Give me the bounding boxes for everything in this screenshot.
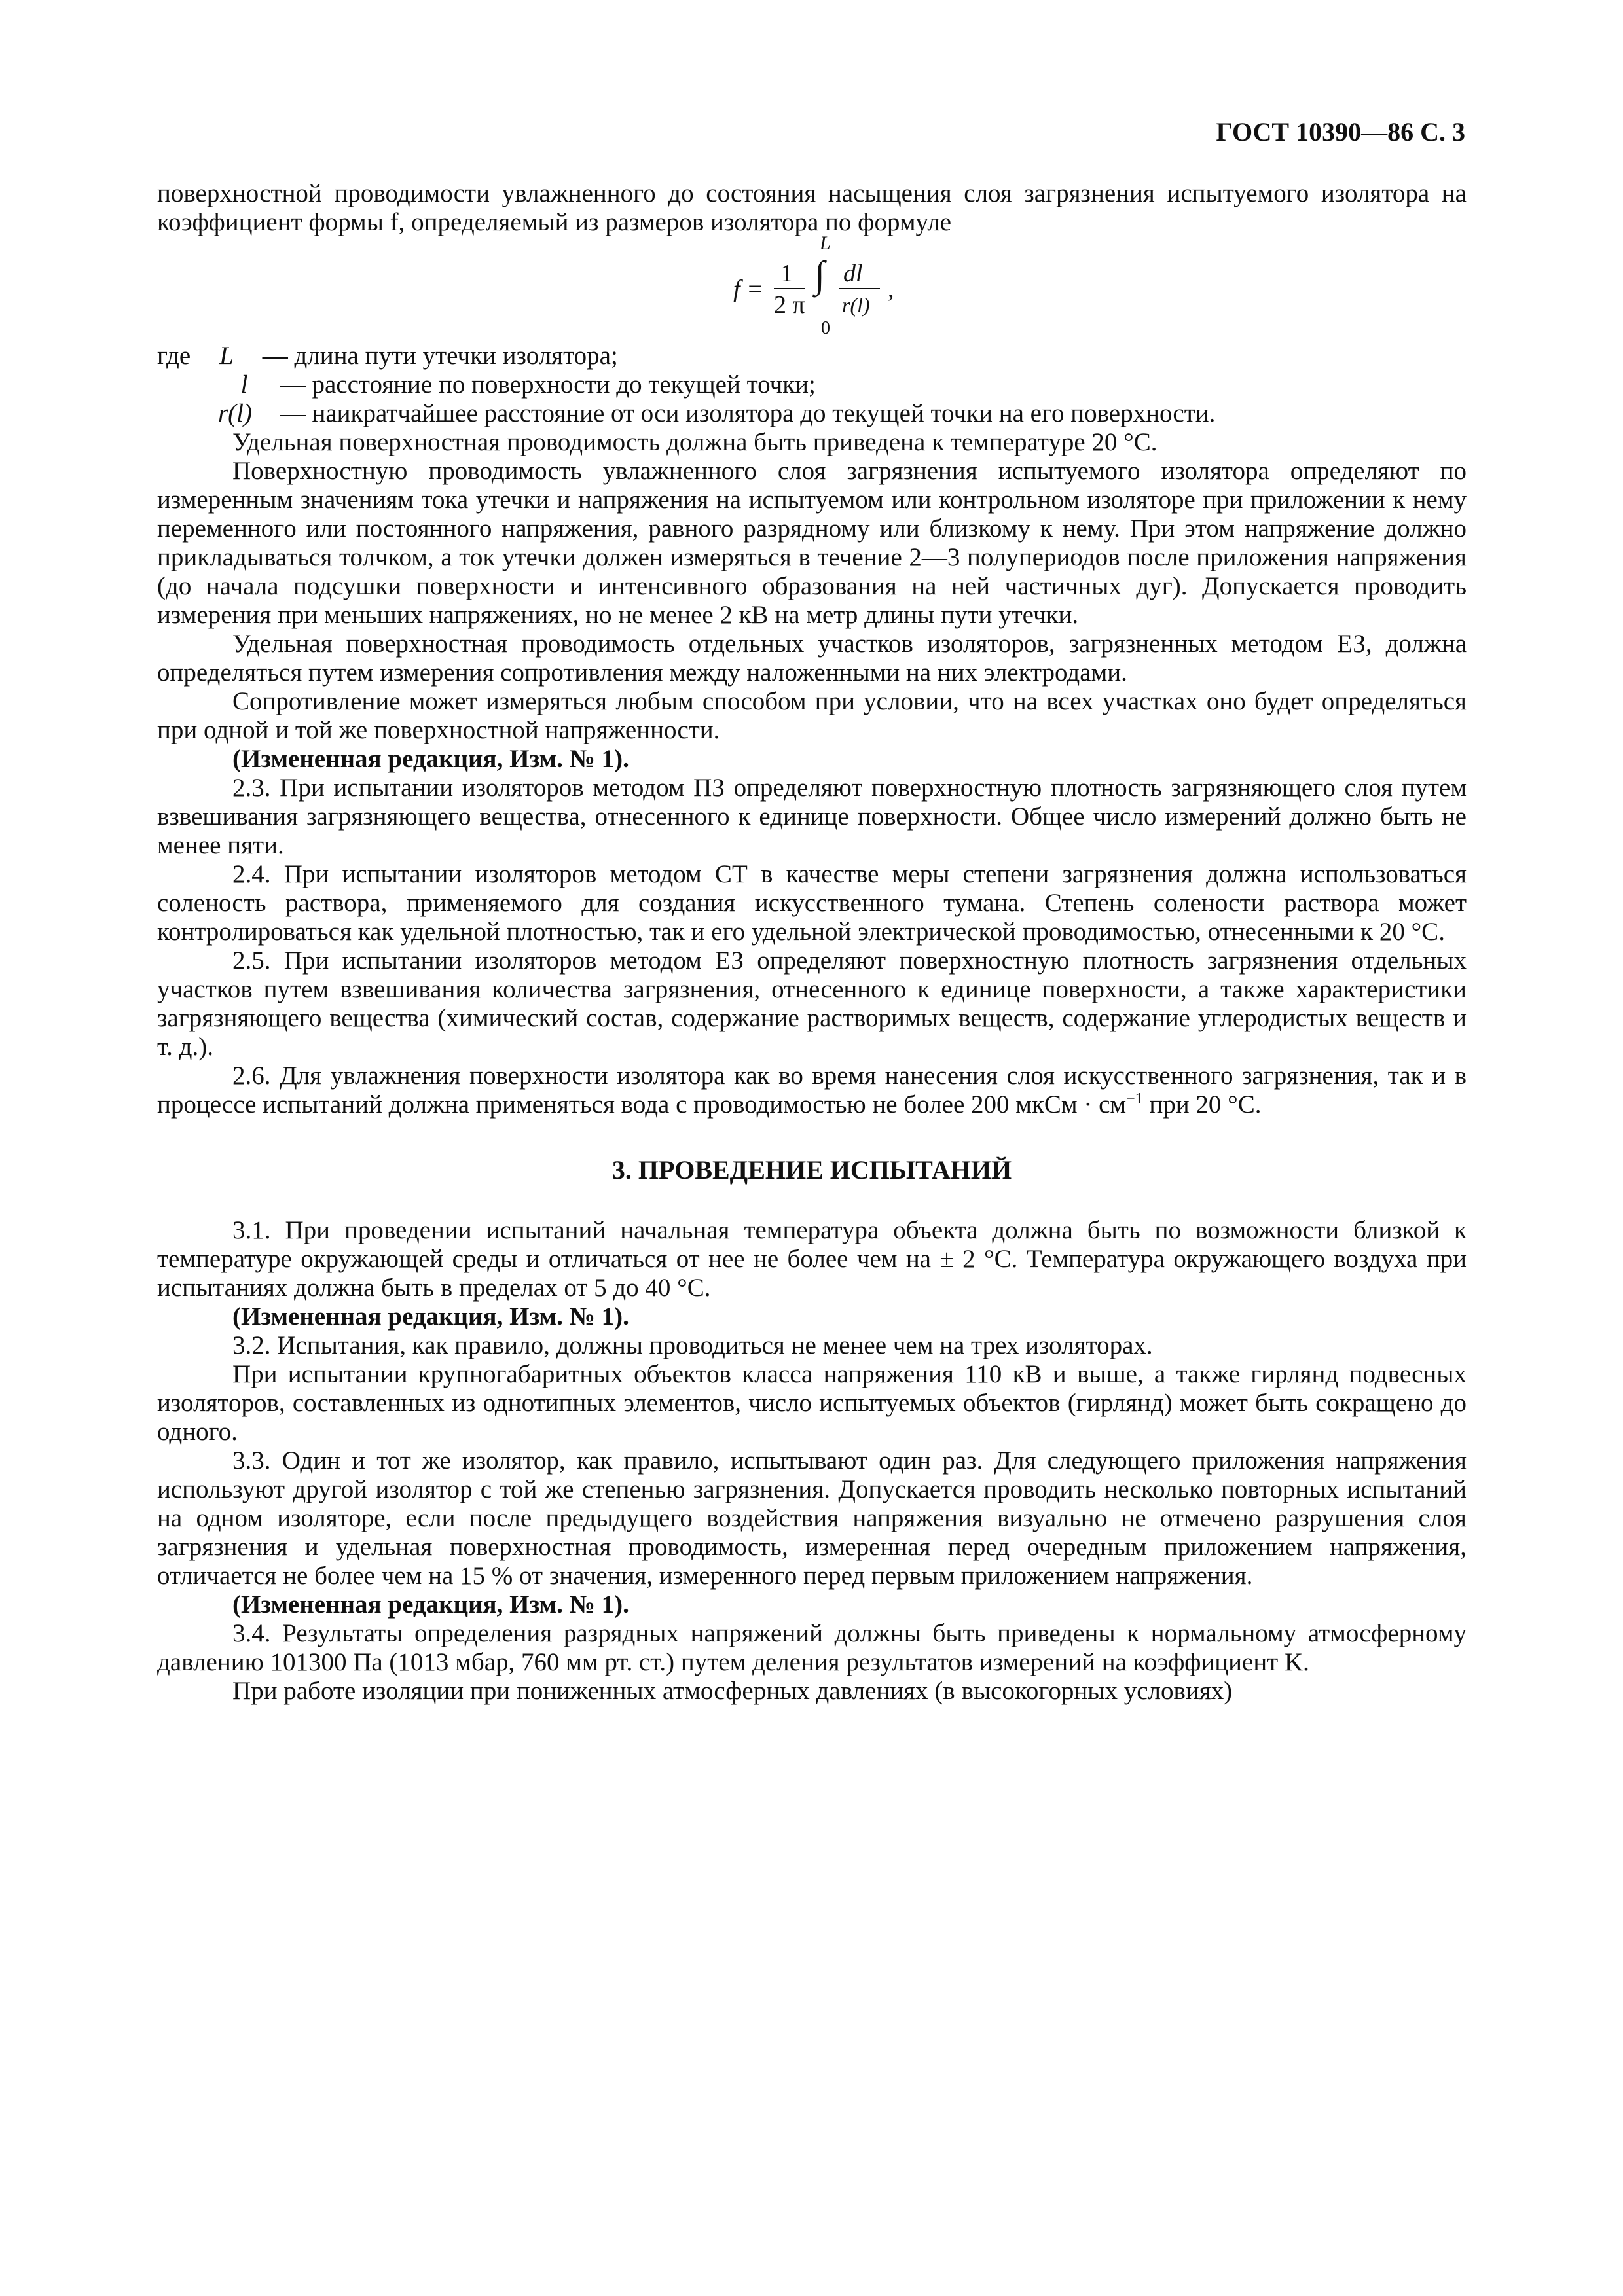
definition-text: — наикратчайшее расстояние от оси изолятора до текущей точки на его поверхности. [280,399,1216,427]
definition-symbol: l [240,370,248,399]
integral-lower-limit: 0 [821,318,830,338]
clause-3-2: 3.2. Испытания, как правило, должны проводиться не менее чем на трех изоляторах. [232,1331,1153,1359]
paragraph-ez-sections: Удельная поверхностная проводимость отдельных участков изоляторов, загрязненных методом ЕЗ, должна определяться путем измерения сопротивления между наложенными на них электродами. [157,630,1467,687]
page-header: ГОСТ 10390—86 С. 3 [1216,117,1465,147]
clause-2-6 [157,1062,1467,1119]
clause-3-2-large-objects: При испытании крупногабаритных объектов класса напряжения 110 кВ и выше, а также гирлянд подвесных изоляторов, составленных из однотипных элементов, число испытуемых объектов (гирлянд) может быть сокращено до одного. [157,1360,1467,1446]
formula-dl-line [839,288,880,289]
definitions-list [157,342,1467,428]
formula-numerator: 1 [780,260,793,287]
revision-note: (Измененная редакция, Изм. № 1). [232,1590,629,1619]
clause-2-6-exponent: −1 [1126,1090,1143,1107]
formula-denominator: 2 π [774,291,805,319]
clause-2-5: 2.5. При испытании изоляторов методом ЕЗ определяют поверхностную плотность загрязнения отдельных участков путем взвешивания количества загрязнения, отнесенного к единице поверхности, а также характеристики загрязняющего вещества (химический состав, содержание растворимых веществ, содержание углеродистых веществ и т. д.). [157,946,1467,1061]
paragraph-temperature: Удельная поверхностная проводимость должна быть приведена к температуре 20 °С. [232,428,1158,456]
where-label: где [157,342,191,370]
definition-symbol: L [219,342,234,370]
formula-r: r(l) [842,293,870,317]
formula-fraction-line [774,288,805,289]
clause-2-3: 2.3. При испытании изоляторов методом ПЗ определяют поверхностную плотность загрязняющего слоя путем взвешивания загрязняющего вещества, отнесенного к единице поверхности. Общее число измерений должно быть не менее пяти. [157,774,1467,859]
clause-2-4: 2.4. При испытании изоляторов методом СТ в качестве меры степени загрязнения должна использоваться соленость раствора, применяемого для создания искусственного тумана. Степень солености раствора может контролироваться как удельной плотностью, так и его удельной электрической проводимостью, отнесенными к 20 °С. [157,860,1467,946]
formula-lhs: f = [733,276,763,303]
definition-text: — расстояние по поверхности до текущей точки; [280,370,816,399]
integral-upper-limit: L [820,232,831,254]
formula-comma: , [888,276,894,303]
intro-paragraph: поверхностной проводимости увлажненного до состояния насыщения слоя загрязнения испытуемого изолятора на коэффициент формы f, определяемый из размеров изолятора по формуле [157,179,1467,236]
formula-dl: dl [843,260,863,287]
clause-2-6-text: 2.6. Для увлажнения поверхности изолятора как во время нанесения слоя искусственного загрязнения, так и в процессе испытаний должна применяться вода с проводимостью не более 200 мкСм · см [157,1062,1467,1119]
integral-sign: ∫ [814,253,825,296]
shape-factor-formula [733,232,943,342]
clause-3-4: 3.4. Результаты определения разрядных напряжений должны быть приведены к нормальному атмосферному давлению 101300 Па (1013 мбар, 760 мм рт. ст.) путем деления результатов измерений на коэффициент K. [157,1619,1467,1676]
definition-L [157,342,618,370]
document-page [157,118,1467,1706]
definition-symbol: r(l) [218,399,252,427]
definition-l [215,370,816,399]
clause-3-3: 3.3. Один и тот же изолятор, как правило, испытывают один раз. Для следующего приложения напряжения используют другой изолятор с той же степенью загрязнения. Допускается проводить несколько повторных испытаний на одном изоляторе, если после предыдущего воздействия напряжения визуально не отмечено разрушения слоя загрязнения и удельная поверхностная проводимость, измеренная перед очередным приложением напряжения, отличается не более чем на 15 % от значения, измеренного перед первым приложением напряжения. [157,1446,1467,1590]
revision-note: (Измененная редакция, Изм. № 1). [232,745,629,773]
clause-3-1: 3.1. При проведении испытаний начальная температура объекта должна быть по возможности близкой к температуре окружающей среды и отличаться от нее не более чем на ± 2 °С. Температура окружающего воздуха при испытаниях должна быть в пределах от 5 до 40 °С. [157,1216,1467,1302]
definition-r [196,399,1215,428]
formula-block [157,232,1467,342]
revision-note: (Измененная редакция, Изм. № 1). [232,1302,629,1331]
paragraph-resistance: Сопротивление может измеряться любым способом при условии, что на всех участках оно будет определяться при одной и той же поверхностной напряженности. [157,687,1467,744]
paragraph-low-pressure: При работе изоляции при пониженных атмосферных давлениях (в высокогорных условиях) [232,1677,1233,1705]
clause-2-6-end: при 20 °С. [1142,1090,1262,1119]
paragraph-surface-conductivity: Поверхностную проводимость увлажненного слоя загрязнения испытуемого изолятора определяют по измеренным значениям тока утечки и напряжения на испытуемом или контрольном изоляторе при приложении к нему переменного или постоянного напряжения, равного разрядному или близкому к нему. При этом напряжение должно прикладываться толчком, а ток утечки должен измеряться в течение 2—3 полупериодов после приложения напряжения (до начала подсушки поверхности и интенсивного образования на ней частичных дуг). Допускается проводить измерения при меньших напряжениях, но не менее 2 кВ на метр длины пути утечки. [157,457,1467,629]
section-title: 3. ПРОВЕДЕНИЕ ИСПЫТАНИЙ [611,1155,1012,1185]
definition-text: — длина пути утечки изолятора; [262,342,618,370]
